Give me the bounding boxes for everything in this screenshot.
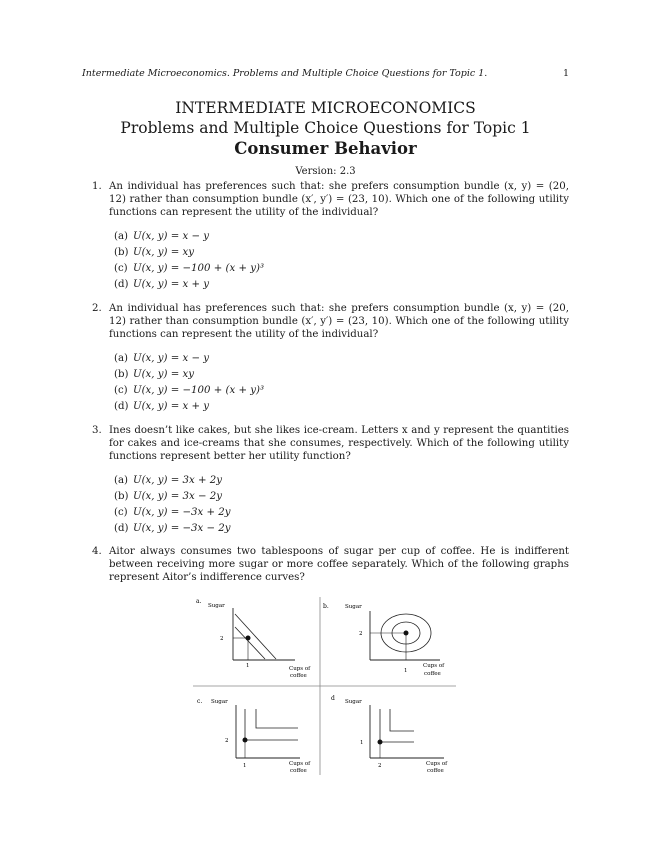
option-formula: U(x, y) = xy bbox=[133, 246, 195, 258]
x-axis-label: Cups of bbox=[423, 663, 445, 669]
option-label: (b) bbox=[114, 490, 129, 502]
indifference-curve bbox=[256, 709, 298, 728]
option-formula: U(x, y) = x + y bbox=[133, 278, 210, 290]
option-formula: U(x, y) = x − y bbox=[133, 230, 210, 242]
panel-letter: a. bbox=[196, 598, 202, 605]
x-tick-label: 1 bbox=[243, 763, 247, 769]
y-tick-label: 2 bbox=[359, 631, 363, 637]
option-label: (a) bbox=[114, 352, 129, 364]
bundle-point bbox=[246, 636, 251, 641]
x-axis-label: Cups of bbox=[426, 761, 448, 767]
question-text: An individual has preferences such that: she prefers consumption bundle (x, y) = (20, 12) rather than consumption bundle (x′, y′) = (23, 10). Which one of the following utility functions can represent the utility of the individual? bbox=[109, 303, 569, 341]
y-axis-label: Sugar bbox=[208, 603, 225, 609]
option-formula: U(x, y) = −3x + 2y bbox=[133, 506, 231, 518]
topic-title: Consumer Behavior bbox=[234, 139, 417, 158]
course-title: INTERMEDIATE MICROECONOMICS bbox=[175, 99, 476, 117]
option-formula: U(x, y) = x − y bbox=[133, 352, 210, 364]
indifference-curve bbox=[245, 709, 298, 740]
y-tick-label: 2 bbox=[225, 738, 229, 744]
y-axis-label: Sugar bbox=[211, 699, 228, 705]
indifference-curve bbox=[390, 709, 414, 731]
panel-letter: d bbox=[331, 695, 335, 702]
panel-letter: c. bbox=[197, 698, 203, 705]
page-number: 1 bbox=[562, 68, 569, 79]
question-text: Ines doesn’t like cakes, but she likes ice-cream. Letters x and y represent the quantities for cakes and ice-creams that she consumes, respectively. Which of the following utility functions represent better her utility function? bbox=[109, 425, 569, 463]
option-label: (d) bbox=[114, 278, 129, 290]
option-label: (c) bbox=[114, 384, 128, 396]
option-formula: U(x, y) = −100 + (x + y)³ bbox=[133, 384, 265, 396]
x-axis-label: Cups of bbox=[289, 761, 311, 767]
option-label: (a) bbox=[114, 474, 129, 486]
bundle-point bbox=[243, 738, 248, 743]
option-label: (b) bbox=[114, 246, 129, 258]
option-formula: U(x, y) = 3x + 2y bbox=[133, 474, 223, 486]
option-label: (b) bbox=[114, 368, 129, 380]
x-axis-label-line-2: coffee bbox=[427, 768, 444, 774]
question-text: An individual has preferences such that: she prefers consumption bundle (x, y) = (20, 12) rather than consumption bundle (x′, y′) = (23, 10). Which one of the following utility functions can represent the utility of the individual? bbox=[109, 181, 569, 219]
option-label: (c) bbox=[114, 506, 128, 518]
y-axis-label: Sugar bbox=[345, 699, 362, 705]
x-tick-label: 2 bbox=[378, 763, 382, 769]
option-formula: U(x, y) = x + y bbox=[133, 400, 210, 412]
option-label: (c) bbox=[114, 262, 128, 274]
indifference-line bbox=[235, 614, 276, 659]
x-tick-label: 1 bbox=[404, 668, 408, 674]
y-tick-label: 2 bbox=[220, 636, 224, 642]
x-tick-label: 1 bbox=[246, 663, 250, 669]
x-axis-label-line-2: coffee bbox=[290, 673, 307, 679]
panel-d bbox=[331, 695, 448, 774]
bundle-point bbox=[378, 740, 383, 745]
panel-letter: b. bbox=[323, 603, 329, 610]
option-label: (d) bbox=[114, 400, 129, 412]
option-formula: U(x, y) = −3x − 2y bbox=[133, 522, 231, 534]
panel-b bbox=[323, 603, 445, 677]
version-label: Version: 2.3 bbox=[295, 166, 356, 177]
indifference-curve bbox=[380, 709, 414, 742]
question-number: 4. bbox=[92, 546, 102, 557]
bundle-point bbox=[404, 631, 409, 636]
option-label: (d) bbox=[114, 522, 129, 534]
y-axis-label: Sugar bbox=[345, 604, 362, 610]
question-number: 3. bbox=[92, 425, 102, 436]
option-label: (a) bbox=[114, 230, 129, 242]
panel-c bbox=[197, 698, 311, 774]
panel-a bbox=[196, 598, 311, 679]
y-tick-label: 1 bbox=[360, 740, 364, 746]
x-axis-label-line-2: coffee bbox=[424, 671, 441, 677]
question-number: 1. bbox=[92, 181, 102, 192]
running-title: Intermediate Microeconomics. Problems and Multiple Choice Questions for Topic 1. bbox=[82, 68, 488, 79]
question-number: 2. bbox=[92, 303, 102, 314]
x-axis-label: Cups of bbox=[289, 666, 311, 672]
option-formula: U(x, y) = 3x − 2y bbox=[133, 490, 223, 502]
x-axis-label-line-2: coffee bbox=[290, 768, 307, 774]
question-text: Aitor always consumes two tablespoons of sugar per cup of coffee. He is indifferent between receiving more sugar or more coffee separately. Which of the following graphs represent Aitor’s indifference curves? bbox=[109, 546, 569, 584]
indifference-line bbox=[235, 627, 265, 659]
option-formula: U(x, y) = xy bbox=[133, 368, 195, 380]
document-subtitle: Problems and Multiple Choice Questions for Topic 1 bbox=[120, 119, 531, 137]
option-formula: U(x, y) = −100 + (x + y)³ bbox=[133, 262, 265, 274]
